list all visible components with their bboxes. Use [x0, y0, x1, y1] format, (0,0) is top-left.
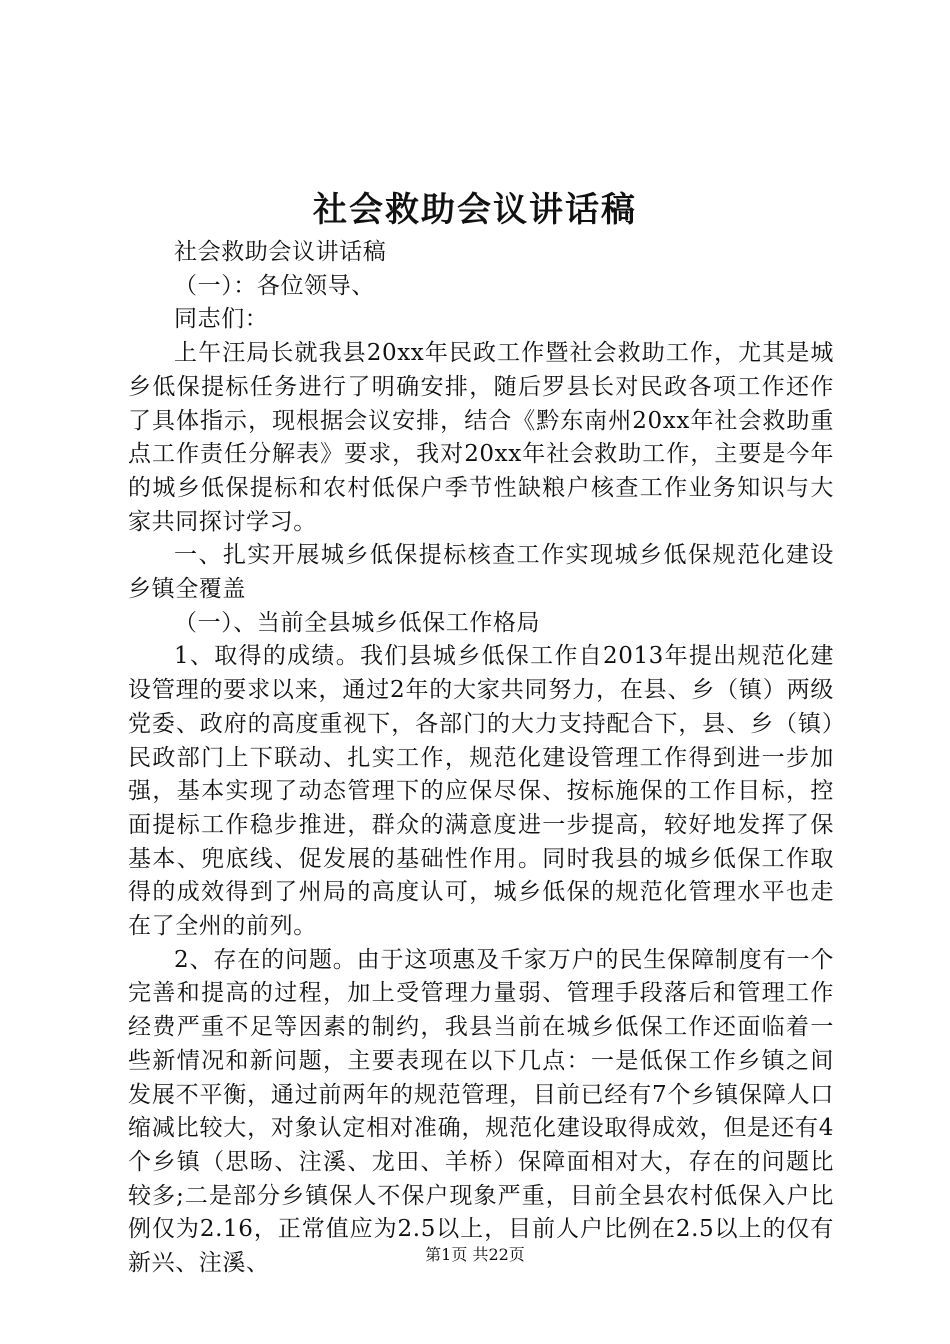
paragraph: （一）：各位领导、 [174, 272, 375, 299]
page-number-footer: 第1页 共22页 [425, 1245, 525, 1264]
paragraph: 同志们： [174, 306, 269, 333]
document-title: 社会救助会议讲话稿 [313, 190, 637, 230]
paragraph: 上午汪局长就我县20xx年民政工作暨社会救助工作，尤其是城乡低保提标任务进行了明确安排，随后罗县长对民政各项工作还作了具体指示，现根据会议安排，结合《黔东南州20xx年社会救助重点工作责任分解表》要求，我对20xx年社会救助工作，主要是今年的城乡低保提标和农村低保户季节性缺粮户核查工作业务知识与大家共同探讨学习。 [128, 340, 834, 535]
paragraph: （一）、当前全县城乡低保工作格局 [174, 609, 541, 636]
paragraph: 一、扎实开展城乡低保提标核查工作实现城乡低保规范化建设乡镇全覆盖 [128, 542, 834, 603]
paragraph: 2、存在的问题。由于这项惠及千家万户的民生保障制度有一个完善和提高的过程，加上受管理力量弱、管理手段落后和管理工作经费严重不足等因素的制约，我县当前在城乡低保工作还面临着一些新情况和新问题，主要表现在以下几点：一是低保工作乡镇之间发展不平衡，通过前两年的规范管理，目前已经有7个乡镇保障人口缩减比较大，对象认定相对准确，规范化建设取得成效，但是还有4个乡镇（思旸、注溪、龙田、羊桥）保障面相对大，存在的问题比较多;二是部分乡镇保人不保户现象严重，目前全县农村低保入户比例仅为2.16，正常值应为2.5以上，目前人户比例在2.5以上的仅有新兴、注溪、 [128, 946, 834, 1277]
document-body [128, 236, 834, 1281]
paragraph: 1、取得的成绩。我们县城乡低保工作自2013年提出规范化建设管理的要求以来，通过2年的大家共同努力，在县、乡（镇）两级党委、政府的高度重视下，各部门的大力支持配合下，县、乡（镇）民政部门上下联动、扎实工作，规范化建设管理工作得到进一步加强，基本实现了动态管理下的应保尽保、按标施保的工作目标，控面提标工作稳步推进，群众的满意度进一步提高，较好地发挥了保基本、兜底线、促发展的基础性作用。同时我县的城乡低保工作取得的成效得到了州局的高度认可，城乡低保的规范化管理水平也走在了全州的前列。 [128, 643, 834, 940]
paragraph: 社会救助会议讲话稿 [174, 239, 387, 265]
